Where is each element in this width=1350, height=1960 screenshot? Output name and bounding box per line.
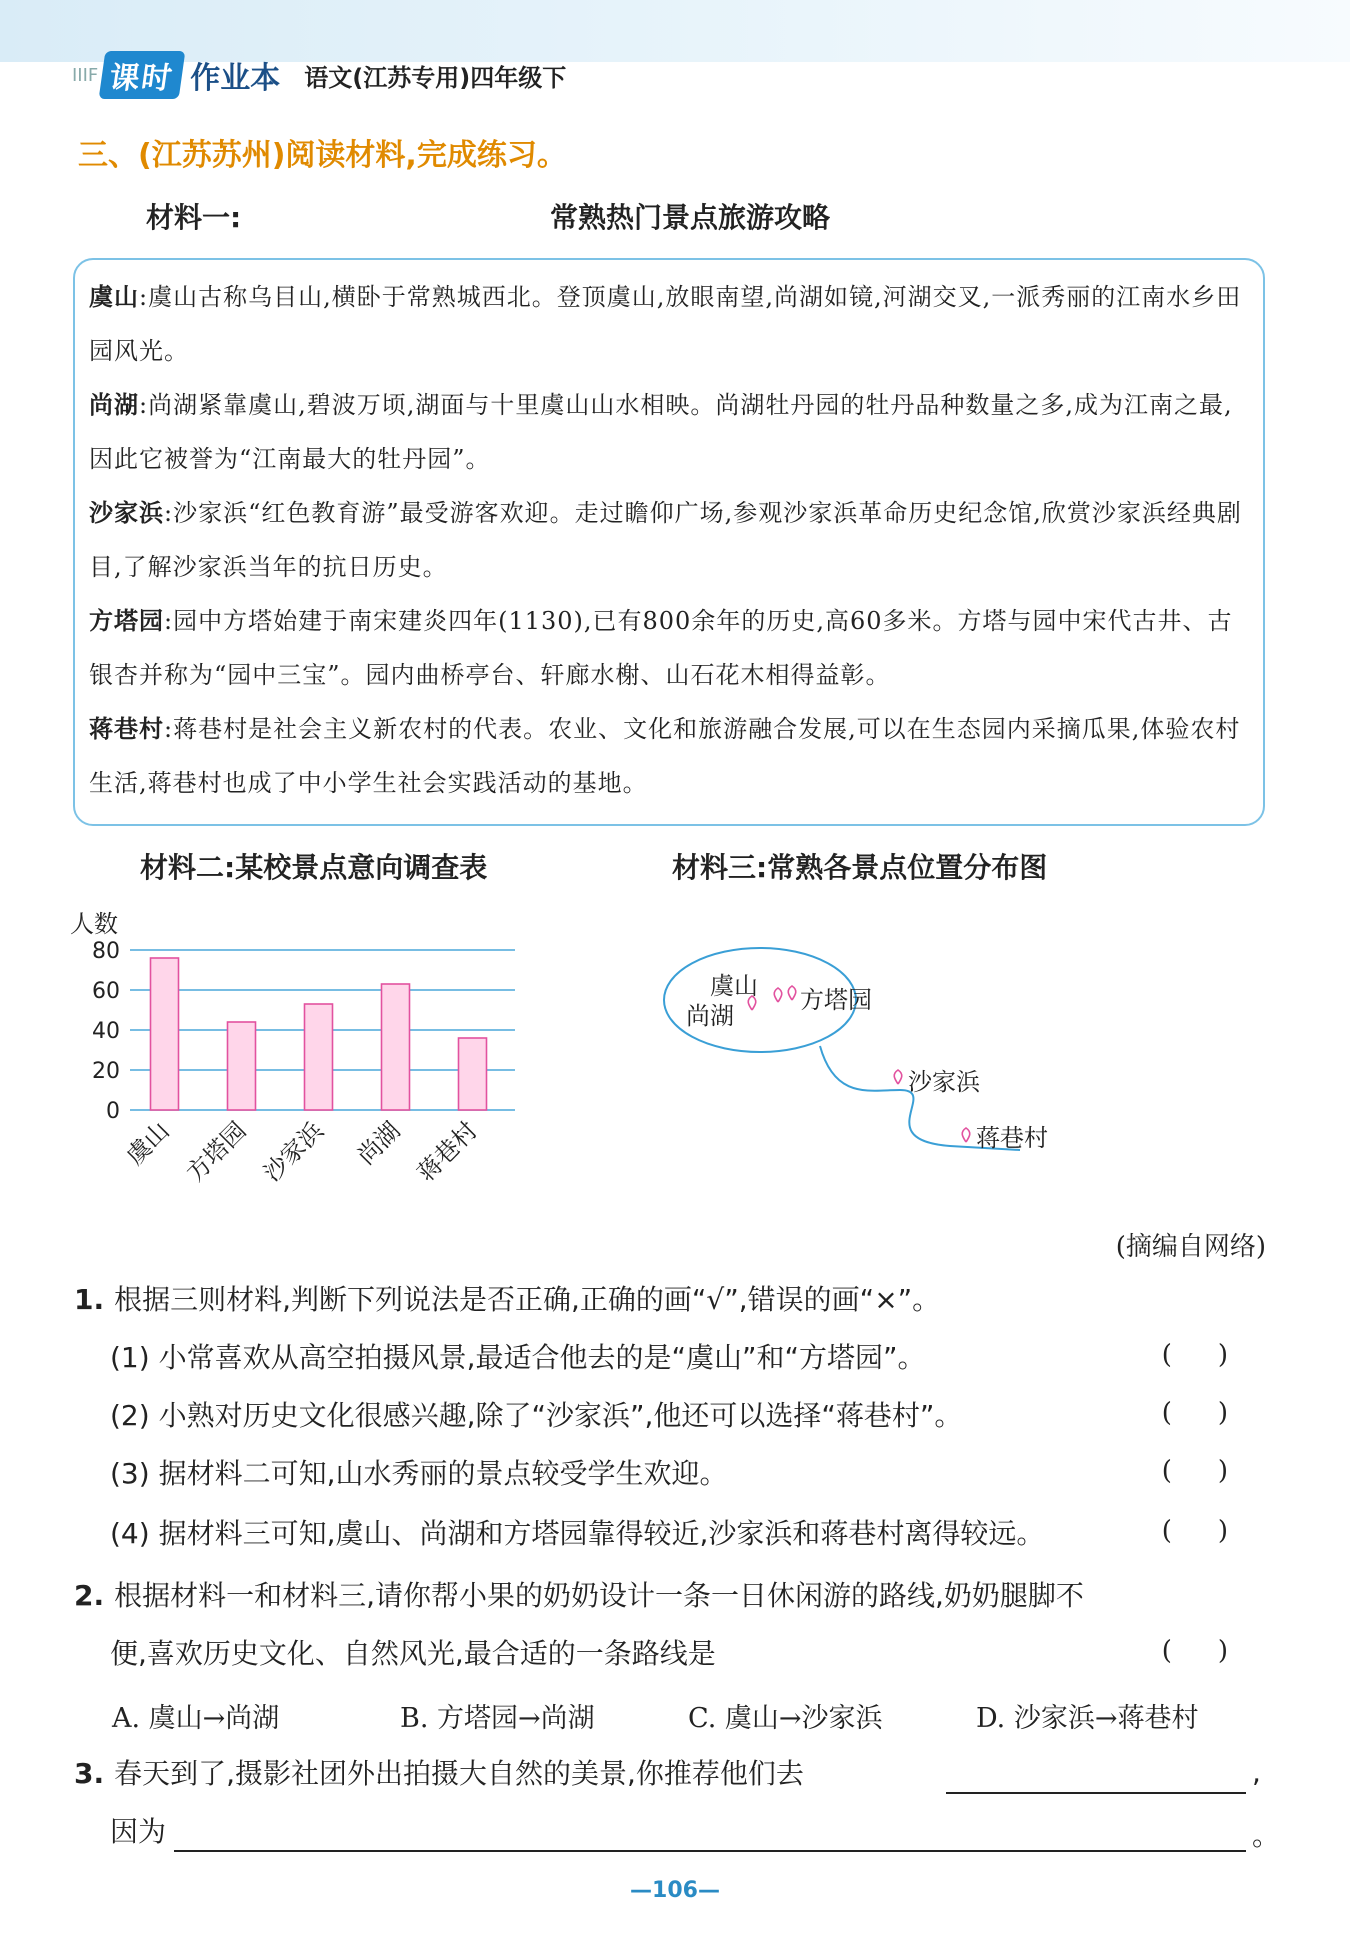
material1-title-text: 常熟热门景点旅游攻略 <box>549 201 830 234</box>
y-tick-label: 80 <box>92 939 120 964</box>
answer-paren[interactable]: () <box>1161 1456 1274 1486</box>
answer-blank-reason[interactable] <box>174 1850 1246 1852</box>
paragraph-shajiabang <box>89 486 1249 594</box>
material3-title: 材料三:常熟各景点位置分布图 <box>672 851 1048 884</box>
bar <box>382 984 410 1110</box>
bar <box>305 1004 333 1110</box>
term-label: 沙家浜 <box>89 499 164 527</box>
y-tick-label: 40 <box>92 1019 120 1044</box>
x-tick-label: 方塔园 <box>181 1116 252 1188</box>
paragraph-text: :蒋巷村是社会主义新农村的代表。农业、文化和旅游融合发展,可以在生态园内采摘瓜果,体验农村生活,蒋巷村也成了中小学生社会实践活动的基地。 <box>89 715 1241 797</box>
term-label: 蒋巷村 <box>89 715 164 743</box>
brand-logo: 课时 <box>99 51 186 99</box>
question-text: 根据材料一和材料三,请你帮小果的奶奶设计一条一日休闲游的路线,奶奶腿脚不 <box>114 1579 1084 1612</box>
answer-paren[interactable]: () <box>1161 1636 1274 1666</box>
map-pin-icon <box>788 986 796 1000</box>
paragraph-fangtayuan <box>89 594 1249 702</box>
subject-title: 语文(江苏专用)四年级下 <box>304 63 567 92</box>
option-a[interactable]: A. 虞山→尚湖 <box>112 1703 280 1734</box>
section-title: 三、(江苏苏州)阅读材料,完成练习。 <box>78 138 567 173</box>
source-note: (摘编自网络) <box>1115 1232 1266 1262</box>
question-1 <box>74 1280 940 1320</box>
map-label-shanghu: 尚湖 <box>686 1002 734 1030</box>
y-axis-label: 人数 <box>70 910 118 938</box>
y-tick-label: 60 <box>92 979 120 1004</box>
question-number: 2. <box>74 1579 105 1612</box>
x-tick-label: 虞山 <box>121 1116 175 1171</box>
map-pin-icon <box>962 1128 970 1142</box>
question-1-item-2: (2) 小熟对历史文化很感兴趣,除了“沙家浜”,他还可以选择“蒋巷村”。 <box>110 1399 963 1432</box>
series-title: 作业本 <box>190 61 281 96</box>
question-number: 3. <box>74 1757 105 1790</box>
term-label: 虞山 <box>89 283 139 311</box>
option-b[interactable]: B. 方塔园→尚湖 <box>400 1703 595 1734</box>
x-tick-label: 沙家浜 <box>258 1116 329 1188</box>
comma: , <box>1252 1756 1261 1789</box>
period: 。 <box>1252 1819 1281 1852</box>
header-mark: IIIF <box>72 64 99 86</box>
map-pin-icon <box>774 988 782 1002</box>
answer-paren[interactable]: () <box>1161 1398 1274 1428</box>
paragraph-shanghu <box>89 378 1249 486</box>
location-map <box>660 940 1080 1170</box>
paragraph-jiangxiangcun <box>89 702 1249 810</box>
x-tick-label: 尚湖 <box>352 1116 406 1171</box>
paragraph-text: :尚湖紧靠虞山,碧波万顷,湖面与十里虞山山水相映。尚湖牡丹园的牡丹品种数量之多,成为江南之最,因此它被誉为“江南最大的牡丹园”。 <box>89 391 1233 473</box>
bar-chart <box>60 900 530 1200</box>
answer-paren[interactable]: () <box>1161 1516 1274 1546</box>
term-label: 尚湖 <box>89 391 139 419</box>
page-number: —106— <box>630 1878 720 1903</box>
answer-paren[interactable]: () <box>1161 1340 1274 1370</box>
paragraph-text: :沙家浜“红色教育游”最受游客欢迎。走过瞻仰广场,参观沙家浜革命历史纪念馆,欣赏沙家浜经典剧目,了解沙家浜当年的抗日历史。 <box>89 499 1242 581</box>
material1-label: 材料一: <box>146 201 242 234</box>
question-1-item-4: (4) 据材料三可知,虞山、尚湖和方塔园靠得较近,沙家浜和蒋巷村离得较远。 <box>110 1517 1045 1550</box>
question-1-item-1: (1) 小常喜欢从高空拍摄风景,最适合他去的是“虞山”和“方塔园”。 <box>110 1341 926 1374</box>
question-1-item-3: (3) 据材料二可知,山水秀丽的景点较受学生欢迎。 <box>110 1457 728 1490</box>
material1-title <box>0 196 1350 236</box>
material1-box <box>73 258 1265 826</box>
answer-blank-place[interactable] <box>946 1792 1246 1794</box>
paragraph-text: :园中方塔始建于南宋建炎四年(1130),已有800余年的历史,高60多米。方塔与园中宋代古井、古银杏并称为“园中三宝”。园内曲桥亭台、轩廊水榭、山石花木相得益彰。 <box>89 607 1233 689</box>
map-label-shajiabang: 沙家浜 <box>908 1068 980 1096</box>
material2-title: 材料二:某校景点意向调查表 <box>140 851 488 884</box>
paragraph-yushan <box>89 270 1249 378</box>
y-tick-label: 20 <box>92 1059 120 1084</box>
question-3-line-2: 因为 <box>110 1815 167 1848</box>
option-d[interactable]: D. 沙家浜→蒋巷村 <box>976 1703 1199 1734</box>
paragraph-text: :虞山古称乌目山,横卧于常熟城西北。登顶虞山,放眼南望,尚湖如镜,河湖交叉,一派秀丽的江南水乡田园风光。 <box>89 283 1242 365</box>
question-3 <box>74 1754 804 1794</box>
bar <box>228 1022 256 1110</box>
map-label-yushan: 虞山 <box>710 972 758 1000</box>
map-pin-icon <box>894 1070 902 1084</box>
header <box>72 52 566 98</box>
question-number: 1. <box>74 1283 105 1316</box>
option-c[interactable]: C. 虞山→沙家浜 <box>688 1703 883 1734</box>
map-label-fangtayuan: 方塔园 <box>800 986 872 1014</box>
map-label-jiangxiangcun: 蒋巷村 <box>976 1124 1048 1152</box>
bar <box>459 1038 487 1110</box>
question-text: 根据三则材料,判断下列说法是否正确,正确的画“√”,错误的画“×”。 <box>114 1283 941 1316</box>
y-tick-label: 0 <box>106 1099 120 1124</box>
question-2 <box>74 1576 1084 1616</box>
bar <box>151 958 179 1110</box>
x-tick-label: 蒋巷村 <box>412 1116 483 1188</box>
term-label: 方塔园 <box>89 607 164 635</box>
question-2-line-2: 便,喜欢历史文化、自然风光,最合适的一条路线是 <box>110 1637 716 1670</box>
question-text: 春天到了,摄影社团外出拍摄大自然的美景,你推荐他们去 <box>114 1757 804 1790</box>
